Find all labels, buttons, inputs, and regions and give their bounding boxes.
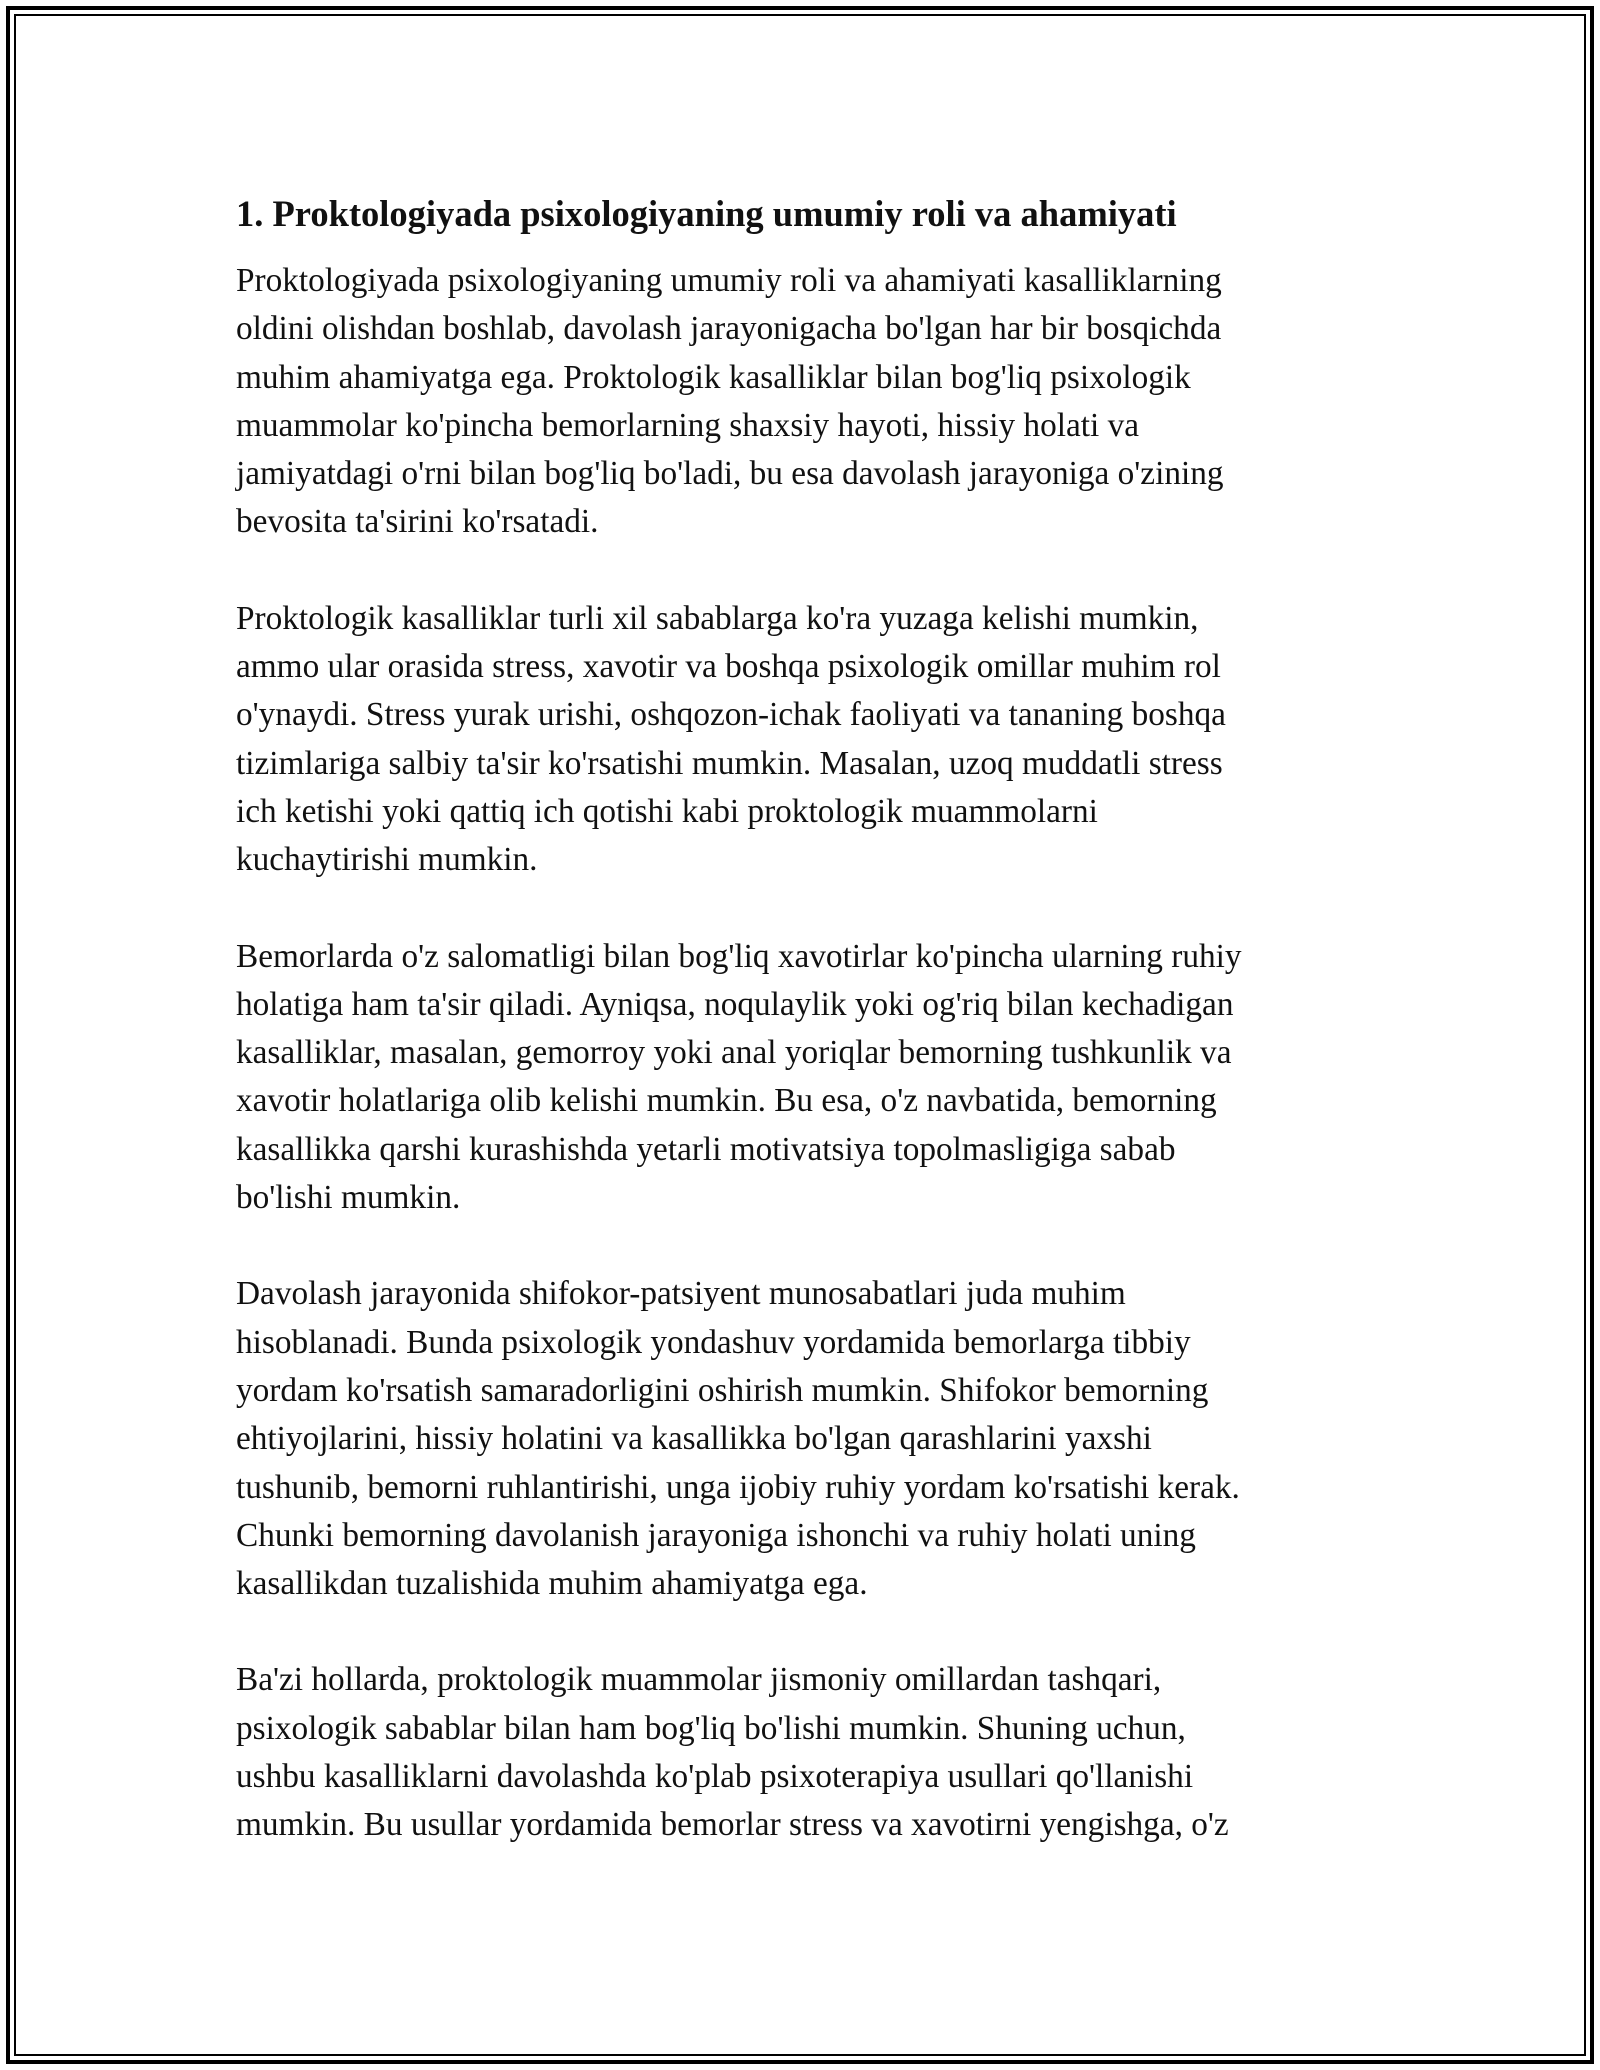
paragraph-line: hisoblanadi. Bunda psixologik yondashuv yordamida bemorlarga tibbiy xyxy=(236,1323,1191,1361)
paragraph-line: Bemorlarda o'z salomatligi bilan bog'liq xavotirlar ko'pincha ularning ruhiy xyxy=(236,937,1242,975)
paragraph xyxy=(236,933,1346,1223)
paragraph-line: mumkin. Bu usullar yordamida bemorlar stress va xavotirni yengishga, o'z xyxy=(236,1806,1229,1844)
paragraph-line: Proktologik kasalliklar turli xil sabablarga ko'ra yuzaga kelishi mumkin, xyxy=(236,599,1199,637)
paragraph-line: ushbu kasalliklarni davolashda ko'plab psixoterapiya usullari qo'llanishi xyxy=(236,1758,1194,1796)
paragraph-line: Davolash jarayonida shifokor-patsiyent munosabatlari juda muhim xyxy=(236,1275,1126,1313)
paragraph-line: bevosita ta'sirini ko'rsatadi. xyxy=(236,503,599,541)
paragraph xyxy=(236,595,1346,885)
paragraph-line: ich ketishi yoki qattiq ich qotishi kabi proktologik muammolarni xyxy=(236,792,1098,830)
paragraph-line: ammo ular orasida stress, xavotir va boshqa psixologik omillar muhim rol xyxy=(236,648,1221,686)
paragraph-line: kasalliklar, masalan, gemorroy yoki anal yoriqlar bemorning tushkunlik va xyxy=(236,1034,1232,1072)
paragraph xyxy=(236,1656,1346,1849)
paragraph-line: tizimlariga salbiy ta'sir ko'rsatishi mumkin. Masalan, uzoq muddatli stress xyxy=(236,744,1223,782)
paragraph-line: jamiyatdagi o'rni bilan bog'liq bo'ladi, bu esa davolash jarayoniga o'zining xyxy=(236,455,1224,493)
paragraph-line: muhim ahamiyatga ega. Proktologik kasalliklar bilan bog'liq psixologik xyxy=(236,358,1191,396)
paragraph-line: Proktologiyada psixologiyaning umumiy roli va ahamiyati kasalliklarning xyxy=(236,262,1222,299)
paragraph-line: o'ynaydi. Stress yurak urishi, oshqozon-ichak faoliyati va tananing boshqa xyxy=(236,696,1226,734)
paragraph-line: muammolar ko'pincha bemorlarning shaxsiy hayoti, hissiy holati va xyxy=(236,406,1139,444)
paragraph-line: bo'lishi mumkin. xyxy=(236,1179,461,1217)
document-body xyxy=(236,190,1346,1898)
paragraph-line: kuchaytirishi mumkin. xyxy=(236,841,538,879)
paragraph-line: oldini olishdan boshlab, davolash jarayonigacha bo'lgan har bir bosqichda xyxy=(236,310,1222,348)
paragraph xyxy=(236,257,1346,547)
paragraph-line: Chunki bemorning davolanish jarayoniga ishonchi va ruhiy holati uning xyxy=(236,1516,1196,1554)
paragraph-line: kasallikka qarshi kurashishda yetarli motivatsiya topolmasligiga sabab xyxy=(236,1130,1176,1168)
paragraph-line: ehtiyojlarini, hissiy holatini va kasallikka bo'lgan qarashlarini yaxshi xyxy=(236,1420,1152,1458)
paragraph-line: kasallikdan tuzalishida muhim ahamiyatga ega. xyxy=(236,1565,868,1603)
paragraph-line: psixologik sabablar bilan ham bog'liq bo'lishi mumkin. Shuning uchun, xyxy=(236,1709,1186,1747)
paragraph xyxy=(236,1270,1346,1608)
paragraph-line: yordam ko'rsatish samaradorligini oshirish mumkin. Shifokor bemorning xyxy=(236,1371,1209,1409)
paragraph-line: xavotir holatlariga olib kelishi mumkin. Bu esa, o'z navbatida, bemorning xyxy=(236,1082,1217,1120)
paragraph-line: holatiga ham ta'sir qiladi. Ayniqsa, noqulaylik yoki og'riq bilan kechadigan xyxy=(236,985,1234,1023)
paragraph-list xyxy=(236,257,1346,1850)
paragraph-line: Ba'zi hollarda, proktologik muammolar jismoniy omillardan tashqari, xyxy=(236,1661,1162,1699)
paragraph-line: tushunib, bemorni ruhlantirishi, unga ijobiy ruhiy yordam ko'rsatishi kerak. xyxy=(236,1468,1240,1506)
section-heading: 1. Proktologiyada psixologiyaning umumiy roli va ahamiyati xyxy=(236,193,1177,234)
